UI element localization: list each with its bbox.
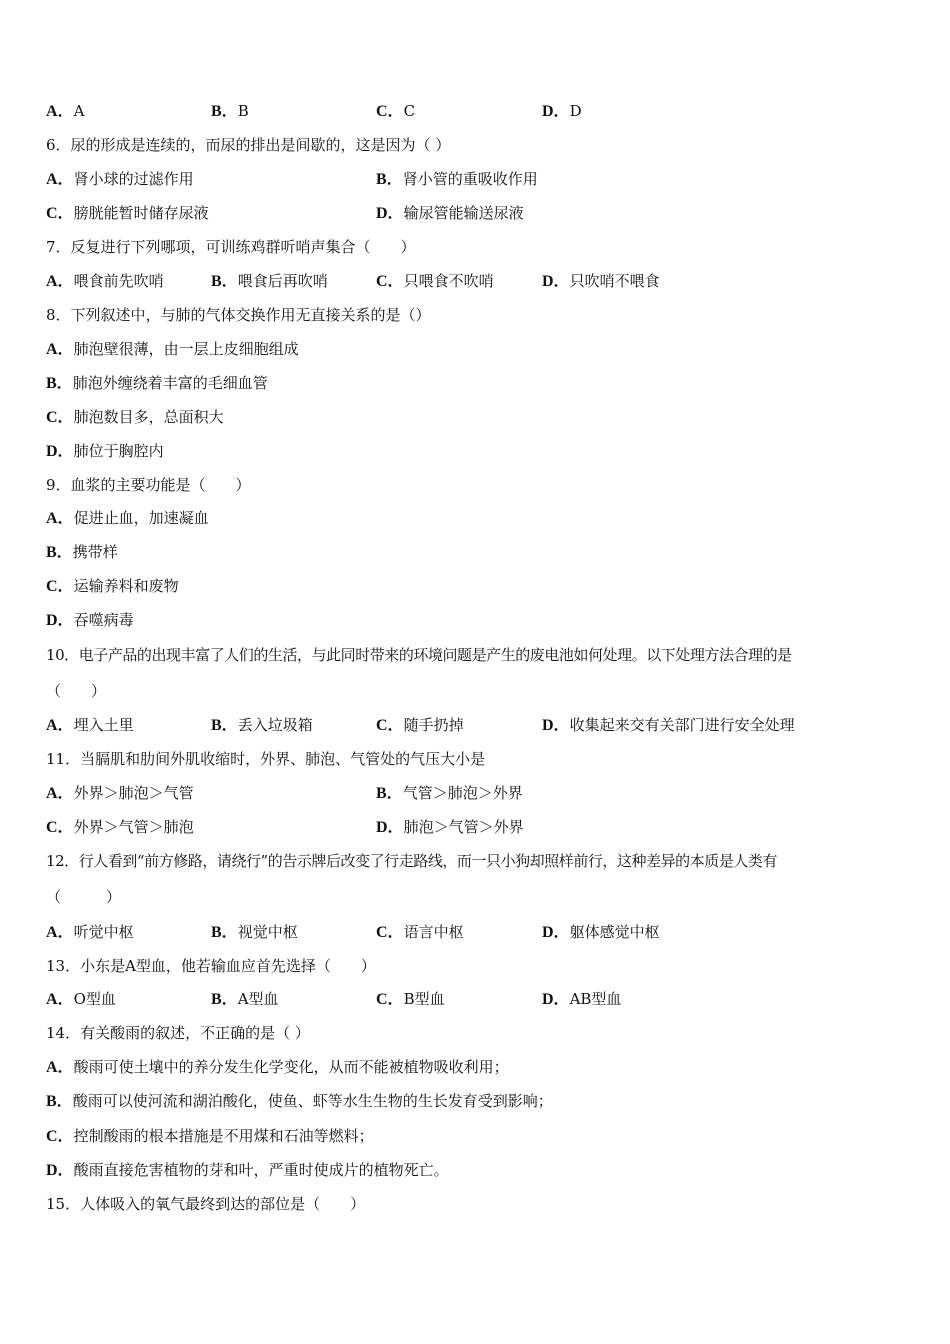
q5-option-a[interactable]: A．A xyxy=(46,102,85,120)
q7-options-row xyxy=(46,270,910,292)
q11-stem: 11．当膈肌和肋间外肌收缩时，外界、肺泡、气管处的气压大小是 xyxy=(46,750,486,768)
q7-option-d[interactable]: D．只吹哨不喂食 xyxy=(542,272,660,290)
q6-options-row-1 xyxy=(46,168,910,190)
q10-option-a[interactable]: A．埋入土里 xyxy=(46,716,134,734)
q8-option-d[interactable]: D．肺位于胸腔内 xyxy=(46,442,164,460)
q11-option-b[interactable]: B．气管＞肺泡＞外界 xyxy=(376,784,523,802)
q10-option-d[interactable]: D．收集起来交有关部门进行安全处理 xyxy=(542,716,795,734)
q12-option-d[interactable]: D．躯体感觉中枢 xyxy=(542,923,660,941)
q8-option-a[interactable]: A．肺泡壁很薄，由一层上皮细胞组成 xyxy=(46,340,299,358)
q13-options-row xyxy=(46,988,910,1010)
q8-option-b[interactable]: B．肺泡外缠绕着丰富的毛细血管 xyxy=(46,374,268,392)
q10-option-c[interactable]: C．随手扔掉 xyxy=(376,716,464,734)
q12-option-b[interactable]: B．视觉中枢 xyxy=(211,923,298,941)
q13-option-d[interactable]: D．AB型血 xyxy=(542,990,622,1008)
q6-option-b[interactable]: B．肾小管的重吸收作用 xyxy=(376,170,538,188)
q5-option-b[interactable]: B．B xyxy=(211,102,249,120)
q11-options-row-2 xyxy=(46,816,910,838)
q11-options-row-1 xyxy=(46,782,910,804)
q14-option-d[interactable]: D．酸雨直接危害植物的芽和叶，严重时使成片的植物死亡。 xyxy=(46,1161,449,1179)
q13-option-b[interactable]: B．A型血 xyxy=(211,990,279,1008)
q6-option-a[interactable]: A．肾小球的过滤作用 xyxy=(46,170,194,188)
q9-option-c[interactable]: C．运输养料和废物 xyxy=(46,577,179,595)
q5-option-d[interactable]: D．D xyxy=(542,102,582,120)
q5-option-c[interactable]: C．C xyxy=(376,102,416,120)
q12-stem-continued: （ ） xyxy=(46,888,122,906)
q12-option-c[interactable]: C．语言中枢 xyxy=(376,923,464,941)
q9-option-b[interactable]: B．携带样 xyxy=(46,543,118,561)
q10-stem: 10．电子产品的出现丰富了人们的生活，与此同时带来的环境问题是产生的废电池如何处理。以下处理方法合理的是 xyxy=(46,646,792,664)
q13-option-a[interactable]: A．O型血 xyxy=(46,990,116,1008)
q8-option-c[interactable]: C．肺泡数目多，总面积大 xyxy=(46,408,224,426)
q14-option-c[interactable]: C．控制酸雨的根本措施是不用煤和石油等燃料； xyxy=(46,1127,374,1145)
q6-option-c[interactable]: C．膀胱能暂时储存尿液 xyxy=(46,204,209,222)
q7-stem: 7．反复进行下列哪项，可训练鸡群听哨声集合（ ） xyxy=(46,238,416,256)
q12-option-a[interactable]: A．听觉中枢 xyxy=(46,923,134,941)
q14-stem: 14．有关酸雨的叙述，不正确的是（ ） xyxy=(46,1024,310,1042)
q9-option-d[interactable]: D．吞噬病毒 xyxy=(46,611,134,629)
q13-option-c[interactable]: C．B型血 xyxy=(376,990,445,1008)
q7-option-a[interactable]: A．喂食前先吹哨 xyxy=(46,272,164,290)
q6-option-d[interactable]: D．输尿管能输送尿液 xyxy=(376,204,524,222)
q11-option-a[interactable]: A．外界＞肺泡＞气管 xyxy=(46,784,194,802)
q12-stem: 12．行人看到“前方修路，请绕行”的告示牌后改变了行走路线，而一只小狗却照样前行，这种差异的本质是人类有 xyxy=(46,852,778,870)
q12-options-row xyxy=(46,921,910,943)
q6-stem: 6．尿的形成是连续的，而尿的排出是间歇的，这是因为（ ） xyxy=(46,136,451,154)
q15-stem: 15．人体吸入的氧气最终到达的部位是（ ） xyxy=(46,1195,366,1213)
q10-stem-continued: （ ） xyxy=(46,682,107,700)
q8-stem: 8．下列叙述中，与肺的气体交换作用无直接关系的是（） xyxy=(46,306,431,324)
q14-option-a[interactable]: A．酸雨可使土壤中的养分发生化学变化，从而不能被植物吸收利用； xyxy=(46,1058,509,1076)
q7-option-c[interactable]: C．只喂食不吹哨 xyxy=(376,272,494,290)
q10-option-b[interactable]: B．丢入垃圾箱 xyxy=(211,716,313,734)
q11-option-c[interactable]: C．外界＞气管＞肺泡 xyxy=(46,818,194,836)
q7-option-b[interactable]: B．喂食后再吹哨 xyxy=(211,272,328,290)
q6-options-row-2 xyxy=(46,202,910,224)
q5-options-row xyxy=(46,100,910,122)
q9-stem: 9．血浆的主要功能是（ ） xyxy=(46,476,251,494)
q13-stem: 13．小东是A型血，他若输血应首先选择（ ） xyxy=(46,957,376,975)
q9-option-a[interactable]: A．促进止血，加速凝血 xyxy=(46,509,209,527)
q11-option-d[interactable]: D．肺泡＞气管＞外界 xyxy=(376,818,524,836)
q10-options-row xyxy=(46,714,910,736)
q14-option-b[interactable]: B．酸雨可以使河流和湖泊酸化，使鱼、虾等水生生物的生长发育受到影响； xyxy=(46,1092,553,1110)
